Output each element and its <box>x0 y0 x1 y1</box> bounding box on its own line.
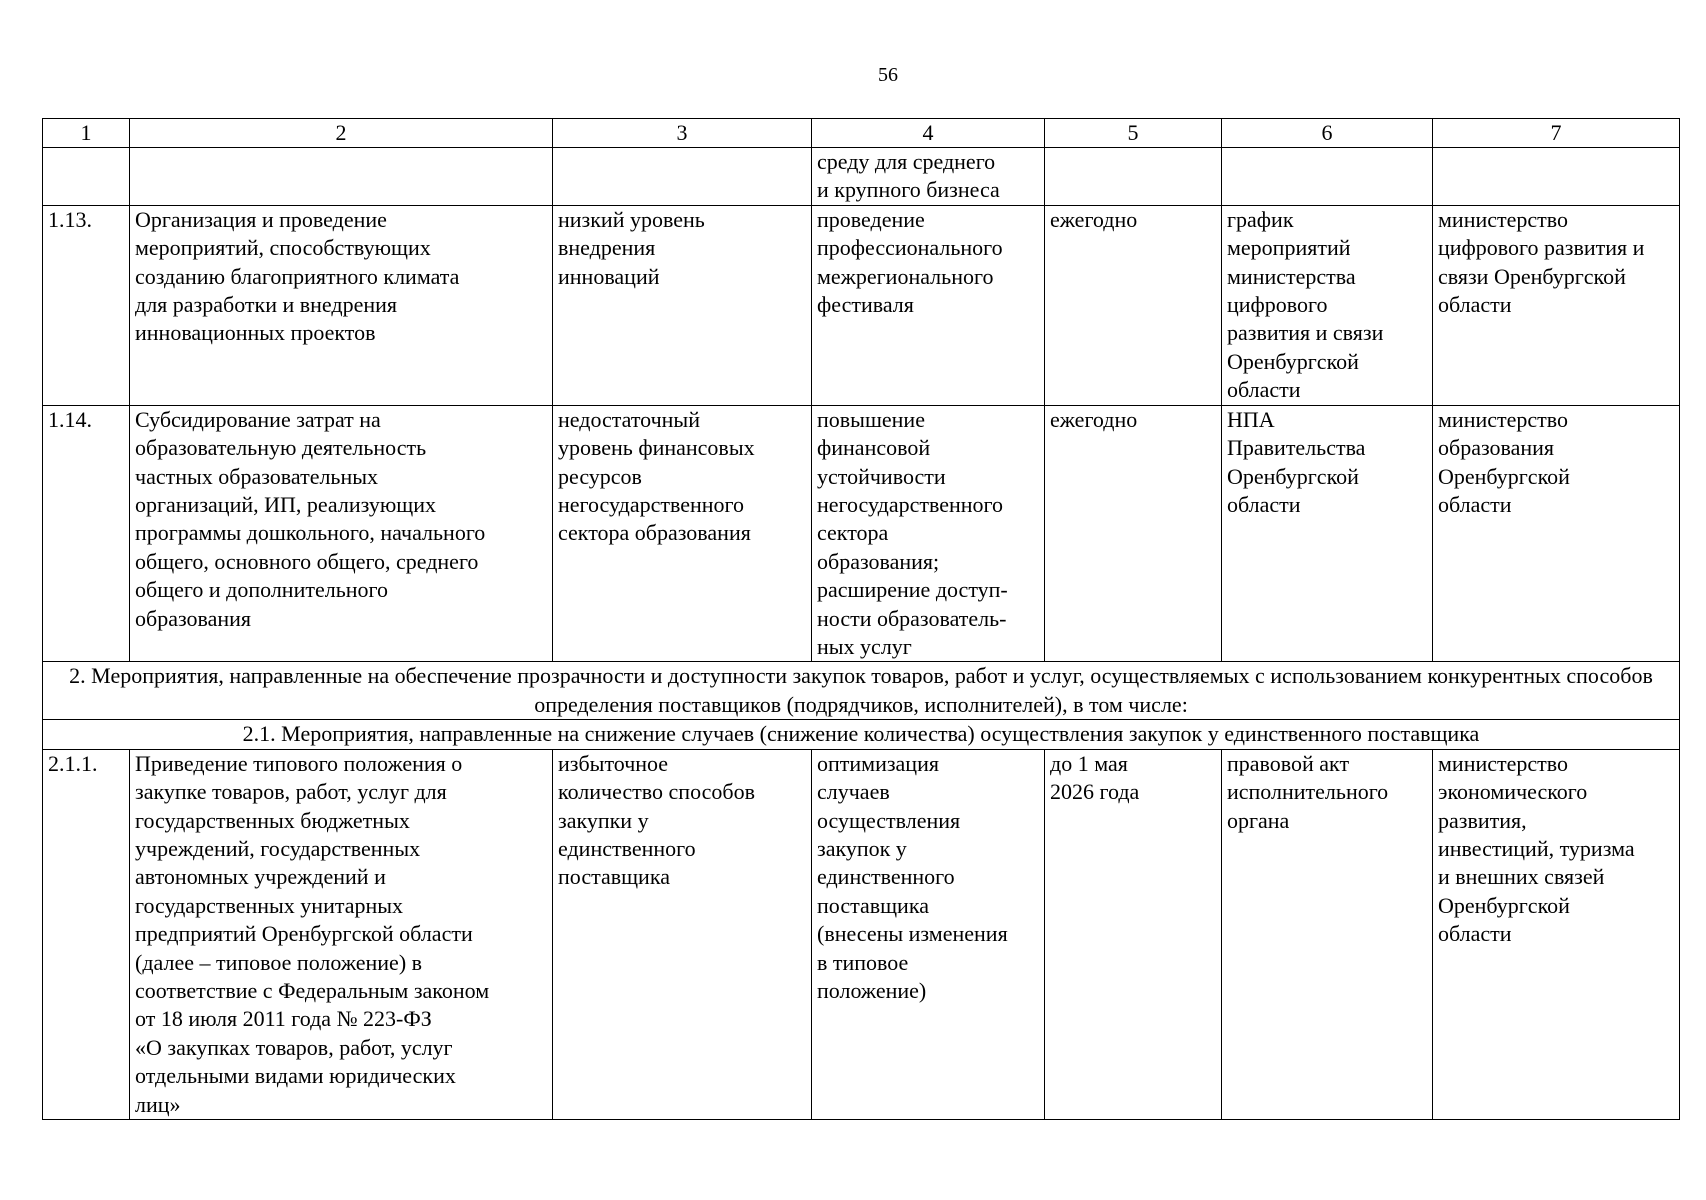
column-number-cell: 6 <box>1222 119 1433 148</box>
deadline-cell: до 1 мая 2026 года <box>1045 749 1222 1119</box>
table-cell <box>553 148 812 206</box>
table-row <box>43 405 1680 662</box>
table-cell <box>1433 148 1680 206</box>
column-number-cell: 2 <box>130 119 553 148</box>
column-number-cell: 3 <box>553 119 812 148</box>
responsible-cell: министерство экономического развития, инвестиций, туризма и внешних связей Оренбургской области <box>1433 749 1680 1119</box>
row-number-cell: 2.1.1. <box>43 749 130 1119</box>
measure-cell: Субсидирование затрат на образовательную деятельность частных образовательных организаций, ИП, реализующих программы дошкольного, начального общего, основного общего, среднего общего и дополнительного образования <box>130 405 553 662</box>
document-cell: правовой акт исполнительного органа <box>1222 749 1433 1119</box>
result-cell: оптимизация случаев осуществления закупок у единственного поставщика (внесены изменения в типовое положение) <box>812 749 1045 1119</box>
section-heading: 2. Мероприятия, направленные на обеспечение прозрачности и доступности закупок товаров, работ и услуг, осуществляемых с использованием конкурентных способов определения поставщиков (подрядчиков, исполнителей), в том числе: <box>43 662 1680 720</box>
table-row <box>43 205 1680 405</box>
problem-cell: низкий уровень внедрения инноваций <box>553 205 812 405</box>
measure-cell: Приведение типового положения о закупке товаров, работ, услуг для государственных бюджетных учреждений, государственных автономных учреждений и государственных унитарных предприятий Оренбургской области (далее – типовое положение) в соответствие с Федеральным законом от 18 июля 2011 года № 223-ФЗ «О закупках товаров, работ, услуг отдельными видами юридических лиц» <box>130 749 553 1119</box>
continuation-row <box>43 148 1680 206</box>
table-cell <box>1222 148 1433 206</box>
column-number-cell: 1 <box>43 119 130 148</box>
responsible-cell: министерство цифрового развития и связи Оренбургской области <box>1433 205 1680 405</box>
table-cell <box>1045 148 1222 206</box>
table-cell <box>130 148 553 206</box>
result-cell: среду для среднего и крупного бизнеса <box>812 148 1045 206</box>
problem-cell: недостаточный уровень финансовых ресурсов негосударственного сектора образования <box>553 405 812 662</box>
column-number-cell: 5 <box>1045 119 1222 148</box>
column-number-row <box>43 119 1680 148</box>
table-cell <box>43 148 130 206</box>
result-cell: проведение профессионального межрегионального фестиваля <box>812 205 1045 405</box>
section-heading-row <box>43 662 1680 720</box>
subsection-heading-row <box>43 720 1680 749</box>
page-number: 56 <box>878 64 898 86</box>
table-row <box>43 749 1680 1119</box>
column-number-cell: 7 <box>1433 119 1680 148</box>
result-cell: повышение финансовой устойчивости негосударственного сектора образования; расширение доступ- ности образователь- ных услуг <box>812 405 1045 662</box>
responsible-cell: министерство образования Оренбургской области <box>1433 405 1680 662</box>
deadline-cell: ежегодно <box>1045 205 1222 405</box>
row-number-cell: 1.14. <box>43 405 130 662</box>
document-cell: график мероприятий министерства цифрового развития и связи Оренбургской области <box>1222 205 1433 405</box>
deadline-cell: ежегодно <box>1045 405 1222 662</box>
row-number-cell: 1.13. <box>43 205 130 405</box>
problem-cell: избыточное количество способов закупки у единственного поставщика <box>553 749 812 1119</box>
measure-cell: Организация и проведение мероприятий, способствующих созданию благоприятного климата для разработки и внедрения инновационных проектов <box>130 205 553 405</box>
measures-table <box>42 118 1680 1120</box>
subsection-heading: 2.1. Мероприятия, направленные на снижение случаев (снижение количества) осуществления закупок у единственного поставщика <box>43 720 1680 749</box>
document-cell: НПА Правительства Оренбургской области <box>1222 405 1433 662</box>
column-number-cell: 4 <box>812 119 1045 148</box>
